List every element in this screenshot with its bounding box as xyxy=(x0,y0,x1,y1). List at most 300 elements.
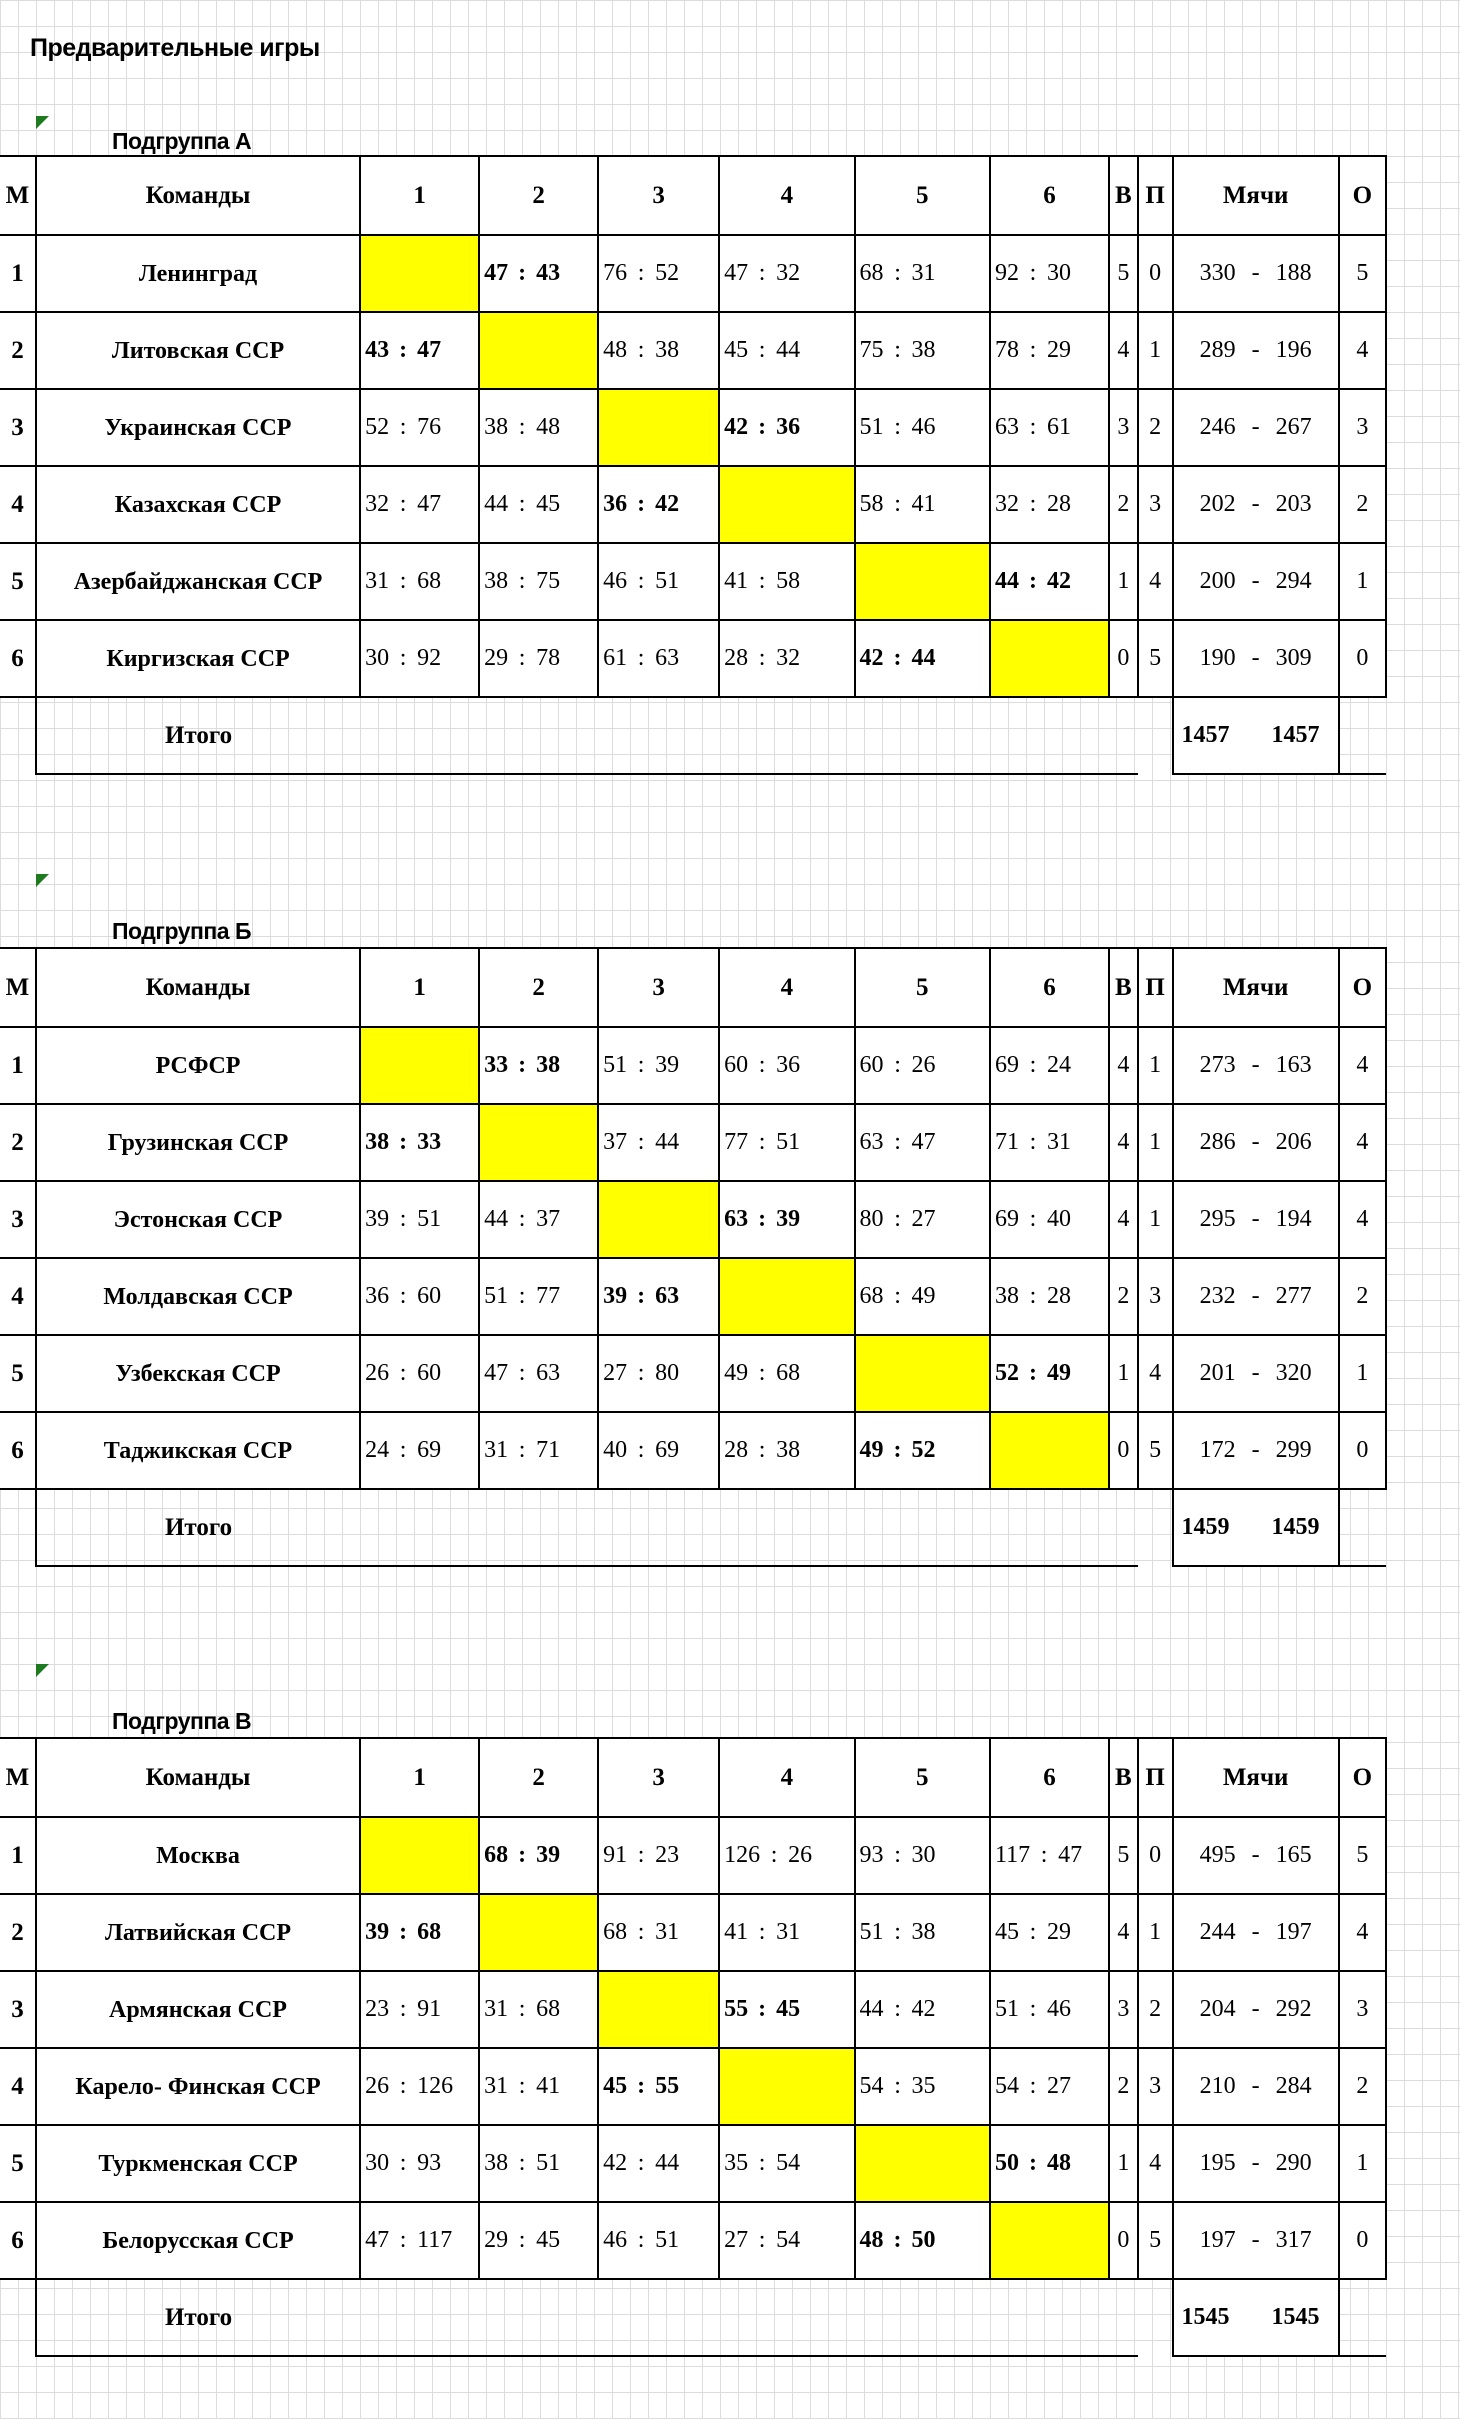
balls-against: 299 xyxy=(1275,1437,1312,1463)
score-cell xyxy=(360,2125,479,2202)
score-cell xyxy=(855,466,990,543)
page-title: Предварительные игры xyxy=(30,34,320,62)
total-empty xyxy=(990,697,1109,774)
col-header-opponent: 1 xyxy=(360,1738,479,1817)
wins-cell: 4 xyxy=(1109,312,1138,389)
score-separator: : xyxy=(399,1437,407,1463)
score-cell xyxy=(598,1335,719,1412)
score-against: 69 xyxy=(655,1437,680,1463)
total-points-empty xyxy=(1339,2279,1386,2356)
score-separator: : xyxy=(518,645,526,671)
group-marker xyxy=(36,874,49,887)
score-separator: : xyxy=(894,1283,901,1309)
self-match-cell xyxy=(855,543,990,620)
points-cell: 4 xyxy=(1339,1894,1386,1971)
score-cell xyxy=(855,1971,990,2048)
score-for: 50 xyxy=(994,2150,1019,2176)
total-empty xyxy=(360,1489,479,1566)
score-against: 43 xyxy=(536,260,561,286)
score-against: 68 xyxy=(536,1996,561,2022)
col-header-losses: П xyxy=(1138,156,1173,235)
score-cell xyxy=(855,1412,990,1489)
score-for: 46 xyxy=(603,2227,628,2253)
rank-cell: 1 xyxy=(0,235,36,312)
rank-cell: 6 xyxy=(0,620,36,697)
score-separator: : xyxy=(399,2227,407,2253)
col-header-losses: П xyxy=(1138,1738,1173,1817)
score-cell xyxy=(990,1258,1109,1335)
score-cell xyxy=(360,312,479,389)
team-name: Узбекская ССР xyxy=(36,1335,360,1412)
score-against: 45 xyxy=(536,2227,561,2253)
score-cell xyxy=(990,389,1109,466)
balls-cell xyxy=(1173,2202,1339,2279)
score-against: 38 xyxy=(536,1052,561,1078)
score-for: 48 xyxy=(603,337,628,363)
score-separator: : xyxy=(894,414,901,440)
self-match-cell xyxy=(479,1104,598,1181)
points-cell: 3 xyxy=(1339,1971,1386,2048)
rank-cell: 6 xyxy=(0,2202,36,2279)
score-cell xyxy=(360,1335,479,1412)
score-separator: : xyxy=(1029,414,1037,440)
total-against: 1545 xyxy=(1271,2304,1320,2330)
table-row xyxy=(0,1335,1386,1412)
score-for: 49 xyxy=(724,1360,749,1386)
score-separator: : xyxy=(894,1919,901,1945)
score-against: 51 xyxy=(417,1206,442,1232)
points-cell: 4 xyxy=(1339,1181,1386,1258)
team-name: Эстонская ССР xyxy=(36,1181,360,1258)
score-for: 78 xyxy=(994,337,1019,363)
balls-against: 206 xyxy=(1275,1129,1312,1155)
score-for: 39 xyxy=(603,1283,628,1309)
losses-cell: 3 xyxy=(1138,2048,1173,2125)
score-against: 51 xyxy=(776,1129,801,1155)
self-match-cell xyxy=(598,389,719,466)
total-balls xyxy=(1173,697,1339,774)
self-match-cell xyxy=(479,1894,598,1971)
score-separator: : xyxy=(758,1360,766,1386)
score-separator: : xyxy=(399,1996,407,2022)
score-for: 36 xyxy=(603,491,628,517)
score-against: 41 xyxy=(536,2073,561,2099)
balls-for: 190 xyxy=(1199,645,1236,671)
score-separator: : xyxy=(637,1842,645,1868)
score-separator: : xyxy=(518,491,526,517)
score-against: 63 xyxy=(655,1283,680,1309)
table-row xyxy=(0,1412,1386,1489)
table-row xyxy=(0,1181,1386,1258)
balls-cell xyxy=(1173,2048,1339,2125)
score-cell xyxy=(479,1412,598,1489)
score-separator: : xyxy=(637,2073,646,2099)
balls-for: 295 xyxy=(1199,1206,1236,1232)
score-against: 44 xyxy=(655,2150,680,2176)
score-cell xyxy=(855,1027,990,1104)
score-against: 51 xyxy=(536,2150,561,2176)
self-match-cell xyxy=(598,1181,719,1258)
score-separator: : xyxy=(518,1206,526,1232)
team-name: Туркменская ССР xyxy=(36,2125,360,2202)
wins-cell: 4 xyxy=(1109,1104,1138,1181)
total-spacer xyxy=(0,697,36,774)
score-for: 61 xyxy=(603,645,628,671)
losses-cell: 3 xyxy=(1138,1258,1173,1335)
score-against: 75 xyxy=(536,568,561,594)
score-for: 27 xyxy=(603,1360,628,1386)
score-for: 60 xyxy=(859,1052,884,1078)
score-separator: : xyxy=(758,1129,766,1155)
col-header-m: М xyxy=(0,156,36,235)
score-for: 45 xyxy=(603,2073,628,2099)
score-for: 26 xyxy=(365,2073,390,2099)
wins-cell: 5 xyxy=(1109,235,1138,312)
balls-against: 203 xyxy=(1275,491,1312,517)
score-against: 42 xyxy=(911,1996,936,2022)
score-separator: : xyxy=(518,2073,526,2099)
score-separator: : xyxy=(518,414,526,440)
score-for: 44 xyxy=(484,1206,509,1232)
total-empty xyxy=(1109,2279,1138,2356)
wins-cell: 0 xyxy=(1109,1412,1138,1489)
score-separator: : xyxy=(399,1919,408,1945)
score-separator: : xyxy=(758,2227,766,2253)
wins-cell: 4 xyxy=(1109,1894,1138,1971)
score-for: 26 xyxy=(365,1360,390,1386)
score-for: 32 xyxy=(994,491,1019,517)
score-against: 29 xyxy=(1046,1919,1071,1945)
score-cell xyxy=(990,1104,1109,1181)
score-for: 52 xyxy=(994,1360,1019,1386)
team-name: Грузинская ССР xyxy=(36,1104,360,1181)
balls-cell xyxy=(1173,312,1339,389)
rank-cell: 3 xyxy=(0,1181,36,1258)
balls-against: 194 xyxy=(1275,1206,1312,1232)
losses-cell: 0 xyxy=(1138,235,1173,312)
score-for: 117 xyxy=(994,1842,1031,1868)
score-cell xyxy=(479,1027,598,1104)
score-cell xyxy=(719,1412,854,1489)
score-against: 45 xyxy=(536,491,561,517)
team-name: Таджикская ССР xyxy=(36,1412,360,1489)
wins-cell: 2 xyxy=(1109,466,1138,543)
balls-separator: - xyxy=(1251,1052,1260,1078)
score-against: 60 xyxy=(417,1283,442,1309)
score-separator: : xyxy=(894,337,901,363)
score-against: 39 xyxy=(536,1842,561,1868)
score-against: 31 xyxy=(655,1919,680,1945)
score-against: 30 xyxy=(911,1842,936,1868)
score-cell xyxy=(360,389,479,466)
score-for: 63 xyxy=(859,1129,884,1155)
team-name: Армянская ССР xyxy=(36,1971,360,2048)
score-against: 47 xyxy=(417,337,442,363)
score-separator: : xyxy=(770,1842,778,1868)
balls-for: 286 xyxy=(1199,1129,1236,1155)
score-cell xyxy=(855,312,990,389)
score-for: 38 xyxy=(365,1129,390,1155)
balls-separator: - xyxy=(1251,568,1260,594)
col-header-opponent: 3 xyxy=(598,948,719,1027)
team-name: Литовская ССР xyxy=(36,312,360,389)
balls-separator: - xyxy=(1251,645,1260,671)
losses-cell: 0 xyxy=(1138,1817,1173,1894)
col-header-opponent: 1 xyxy=(360,948,479,1027)
total-balls xyxy=(1173,2279,1339,2356)
score-for: 42 xyxy=(603,2150,628,2176)
table-row xyxy=(0,2125,1386,2202)
points-cell: 2 xyxy=(1339,466,1386,543)
score-against: 37 xyxy=(536,1206,561,1232)
balls-against: 165 xyxy=(1275,1842,1312,1868)
score-for: 80 xyxy=(859,1206,884,1232)
score-against: 63 xyxy=(655,645,680,671)
points-cell: 5 xyxy=(1339,235,1386,312)
score-cell xyxy=(990,1894,1109,1971)
balls-against: 163 xyxy=(1275,1052,1312,1078)
table-row xyxy=(0,2048,1386,2125)
score-cell xyxy=(990,543,1109,620)
wins-cell: 3 xyxy=(1109,389,1138,466)
wins-cell: 3 xyxy=(1109,1971,1138,2048)
score-for: 55 xyxy=(724,1996,749,2022)
score-against: 28 xyxy=(1046,491,1071,517)
score-for: 35 xyxy=(724,2150,749,2176)
balls-for: 202 xyxy=(1199,491,1236,517)
score-separator: : xyxy=(1029,1283,1037,1309)
score-against: 32 xyxy=(776,645,801,671)
balls-cell xyxy=(1173,1817,1339,1894)
score-separator: : xyxy=(518,260,527,286)
total-balls xyxy=(1173,1489,1339,1566)
table-row xyxy=(0,235,1386,312)
total-empty xyxy=(598,697,719,774)
col-header-wins: В xyxy=(1109,156,1138,235)
score-separator: : xyxy=(518,568,526,594)
score-cell xyxy=(479,389,598,466)
score-against: 29 xyxy=(1046,337,1071,363)
total-empty xyxy=(479,1489,598,1566)
wins-cell: 4 xyxy=(1109,1181,1138,1258)
score-for: 39 xyxy=(365,1919,390,1945)
score-separator: : xyxy=(1029,1129,1037,1155)
score-separator: : xyxy=(637,1437,645,1463)
score-separator: : xyxy=(758,1919,766,1945)
balls-cell xyxy=(1173,1181,1339,1258)
rank-cell: 5 xyxy=(0,2125,36,2202)
total-empty xyxy=(479,697,598,774)
score-cell xyxy=(719,1817,854,1894)
score-against: 71 xyxy=(536,1437,561,1463)
wins-cell: 4 xyxy=(1109,1027,1138,1104)
score-separator: : xyxy=(637,260,645,286)
score-for: 75 xyxy=(859,337,884,363)
balls-for: 244 xyxy=(1199,1919,1236,1945)
team-name: Москва xyxy=(36,1817,360,1894)
group-label: Подгруппа Б xyxy=(112,918,251,944)
group-label: Подгруппа В xyxy=(112,1708,252,1734)
score-cell xyxy=(719,235,854,312)
col-header-opponent: 3 xyxy=(598,156,719,235)
score-cell xyxy=(360,620,479,697)
balls-cell xyxy=(1173,389,1339,466)
losses-cell: 1 xyxy=(1138,1027,1173,1104)
score-against: 92 xyxy=(417,645,442,671)
total-points-empty xyxy=(1339,1489,1386,1566)
total-empty xyxy=(598,2279,719,2356)
score-separator: : xyxy=(893,1437,902,1463)
score-cell xyxy=(360,2048,479,2125)
score-cell xyxy=(479,2125,598,2202)
score-separator: : xyxy=(1029,1919,1037,1945)
score-separator: : xyxy=(399,2150,407,2176)
col-header-opponent: 6 xyxy=(990,1738,1109,1817)
score-cell xyxy=(479,1335,598,1412)
score-separator: : xyxy=(399,1206,407,1232)
balls-for: 246 xyxy=(1199,414,1236,440)
balls-for: 495 xyxy=(1199,1842,1236,1868)
score-for: 47 xyxy=(365,2227,390,2253)
team-name: Казахская ССР xyxy=(36,466,360,543)
score-separator: : xyxy=(399,645,407,671)
total-points-empty xyxy=(1339,697,1386,774)
col-header-opponent: 3 xyxy=(598,1738,719,1817)
points-cell: 1 xyxy=(1339,543,1386,620)
total-spacer xyxy=(0,1489,36,1566)
score-cell xyxy=(598,1104,719,1181)
team-name: Киргизская ССР xyxy=(36,620,360,697)
balls-separator: - xyxy=(1251,337,1260,363)
score-against: 50 xyxy=(911,2227,936,2253)
col-header-losses: П xyxy=(1138,948,1173,1027)
score-for: 69 xyxy=(994,1052,1019,1078)
score-cell xyxy=(479,620,598,697)
score-cell xyxy=(855,1817,990,1894)
col-header-m: М xyxy=(0,948,36,1027)
rank-cell: 2 xyxy=(0,312,36,389)
points-cell: 4 xyxy=(1339,1027,1386,1104)
score-separator: : xyxy=(399,2073,407,2099)
score-cell xyxy=(855,389,990,466)
losses-cell: 5 xyxy=(1138,620,1173,697)
score-against: 32 xyxy=(776,260,801,286)
score-separator: : xyxy=(399,568,407,594)
total-spacer xyxy=(1138,697,1173,774)
table-row xyxy=(0,389,1386,466)
total-for: 1545 xyxy=(1181,2304,1230,2330)
score-for: 68 xyxy=(603,1919,628,1945)
balls-against: 196 xyxy=(1275,337,1312,363)
balls-for: 210 xyxy=(1199,2073,1236,2099)
total-against: 1457 xyxy=(1271,722,1320,748)
group-marker xyxy=(36,116,49,129)
balls-cell xyxy=(1173,543,1339,620)
score-for: 33 xyxy=(484,1052,509,1078)
col-header-opponent: 6 xyxy=(990,156,1109,235)
score-cell xyxy=(855,2048,990,2125)
balls-against: 292 xyxy=(1275,1996,1312,2022)
score-against: 60 xyxy=(417,1360,442,1386)
score-against: 76 xyxy=(417,414,442,440)
balls-cell xyxy=(1173,1412,1339,1489)
score-cell xyxy=(719,1181,854,1258)
points-cell: 2 xyxy=(1339,1258,1386,1335)
balls-cell xyxy=(1173,1335,1339,1412)
score-for: 43 xyxy=(365,337,390,363)
score-cell xyxy=(360,1104,479,1181)
score-against: 27 xyxy=(1046,2073,1071,2099)
balls-separator: - xyxy=(1251,260,1260,286)
score-against: 52 xyxy=(911,1437,936,1463)
score-separator: : xyxy=(758,1437,766,1463)
score-against: 77 xyxy=(536,1283,561,1309)
score-separator: : xyxy=(894,1206,901,1232)
score-separator: : xyxy=(518,1360,526,1386)
score-for: 29 xyxy=(484,645,509,671)
col-header-teams: Команды xyxy=(36,948,360,1027)
score-for: 63 xyxy=(724,1206,749,1232)
col-header-opponent: 1 xyxy=(360,156,479,235)
score-against: 63 xyxy=(536,1360,561,1386)
score-separator: : xyxy=(758,2150,766,2176)
score-for: 51 xyxy=(994,1996,1019,2022)
score-for: 31 xyxy=(484,2073,509,2099)
score-against: 31 xyxy=(776,1919,801,1945)
score-for: 32 xyxy=(365,491,390,517)
balls-separator: - xyxy=(1251,1437,1260,1463)
col-header-opponent: 5 xyxy=(855,948,990,1027)
total-empty xyxy=(1109,697,1138,774)
score-against: 45 xyxy=(776,1996,801,2022)
score-separator: : xyxy=(637,1919,645,1945)
score-cell xyxy=(990,1971,1109,2048)
group-table xyxy=(0,1737,1387,2357)
score-separator: : xyxy=(1029,1996,1037,2022)
score-cell xyxy=(719,1894,854,1971)
score-cell xyxy=(855,1181,990,1258)
self-match-cell xyxy=(855,2125,990,2202)
total-empty xyxy=(719,1489,854,1566)
score-separator: : xyxy=(758,260,766,286)
score-separator: : xyxy=(399,1129,408,1155)
balls-cell xyxy=(1173,1104,1339,1181)
score-cell xyxy=(990,466,1109,543)
table-row xyxy=(0,1894,1386,1971)
score-cell xyxy=(719,389,854,466)
balls-separator: - xyxy=(1251,1996,1260,2022)
score-cell xyxy=(719,620,854,697)
score-cell xyxy=(479,1817,598,1894)
points-cell: 4 xyxy=(1339,312,1386,389)
score-separator: : xyxy=(518,1283,526,1309)
score-for: 27 xyxy=(724,2227,749,2253)
rank-cell: 5 xyxy=(0,543,36,620)
score-against: 46 xyxy=(1046,1996,1071,2022)
total-label: Итого xyxy=(36,697,360,774)
score-for: 71 xyxy=(994,1129,1019,1155)
score-separator: : xyxy=(637,1129,645,1155)
score-separator: : xyxy=(637,568,645,594)
rank-cell: 5 xyxy=(0,1335,36,1412)
group-table xyxy=(0,155,1387,775)
self-match-cell xyxy=(990,2202,1109,2279)
score-separator: : xyxy=(894,2073,901,2099)
score-against: 51 xyxy=(655,2227,680,2253)
score-against: 36 xyxy=(776,414,801,440)
score-against: 44 xyxy=(776,337,801,363)
balls-cell xyxy=(1173,466,1339,543)
